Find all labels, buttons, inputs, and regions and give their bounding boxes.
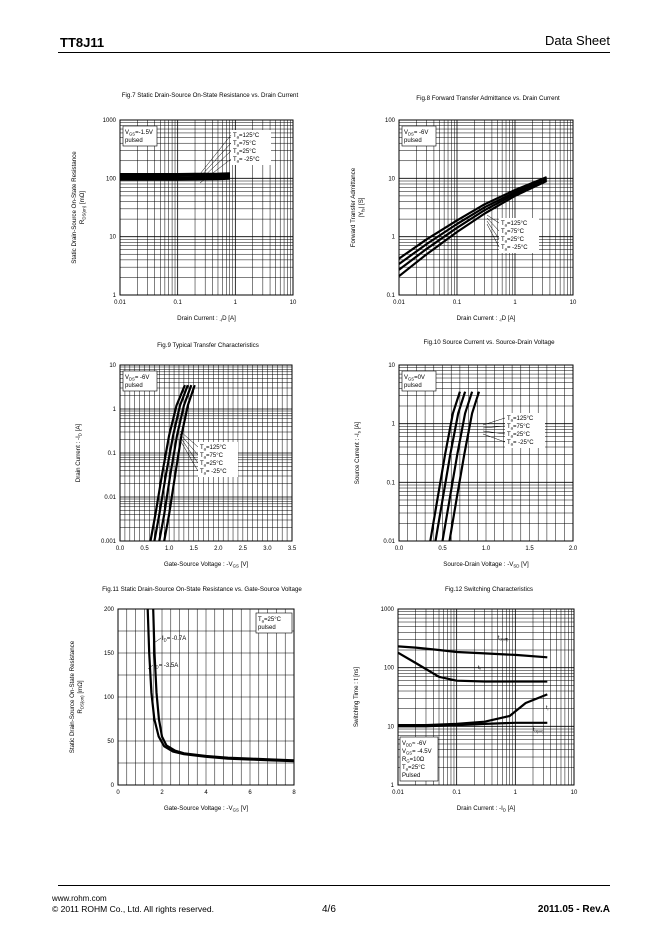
x-tick-label: 2.0	[568, 546, 578, 552]
legend-entry: $T_a=125^\circ C$	[200, 445, 227, 452]
x-tick-label: 1	[513, 790, 518, 796]
x-tick-label: 0.01	[393, 300, 405, 306]
curve-label: $t_r$	[546, 705, 549, 712]
footer-rule	[58, 885, 610, 886]
x-tick-label: 4	[204, 790, 208, 796]
y-axis-label: Static Drain-Source On-State Resistance	[71, 151, 78, 264]
y-tick-label: 1	[390, 783, 394, 789]
x-tick-label: 1.5	[189, 546, 198, 552]
x-tick-label: 8	[292, 790, 296, 796]
condition-text: pulsed	[125, 138, 143, 144]
x-tick-label: 2	[160, 790, 164, 796]
revision: 2011.05 - Rev.A	[537, 904, 610, 915]
series-line	[120, 179, 230, 180]
y-axis-label: Static Drain-Source On-State Resistance	[69, 640, 76, 754]
y-tick-label: 10	[109, 363, 116, 369]
legend-entry: $T_a=25^\circ C$	[200, 461, 223, 468]
y-tick-label: 0.1	[386, 480, 395, 487]
x-axis-label: Gate-Source Voltage : $-V_{GS}$ [V]	[163, 561, 249, 569]
curve-label: $t_f$	[478, 665, 481, 672]
legend-entry: $T_a=125^\circ C$	[501, 221, 528, 228]
legend-entry: $T_a=75^\circ C$	[200, 453, 223, 460]
condition-text: $R_G=10\Omega$	[402, 757, 425, 764]
y-tick-label: 0.01	[104, 495, 116, 501]
condition-text: $V_{DS}= -6V$	[125, 375, 150, 382]
x-tick-label: 1.0	[481, 546, 491, 552]
condition-text: pulsed	[404, 138, 422, 144]
y-tick-label: 0.001	[100, 539, 116, 545]
y-tick-label: 100	[103, 695, 114, 701]
legend-entry: $T_a=75^\circ C$	[233, 141, 256, 148]
x-axis-label: Drain Current : $-I_D$ [A]	[456, 805, 516, 813]
y-axis-label: Source Current : $-I_s$ [A]	[354, 421, 362, 485]
x-tick-label: 0.1	[452, 300, 462, 306]
x-tick-label: 10	[569, 300, 577, 306]
condition-text: $V_{GS}=0V$	[404, 375, 425, 382]
condition-text: pulsed	[404, 383, 422, 389]
legend-entry: $T_a=125^\circ C$	[507, 416, 534, 423]
y-tick-label: 100	[383, 665, 394, 672]
series-line	[120, 175, 230, 176]
x-axis-label: Gate-Source Voltage : $-V_{GS}$ [V]	[163, 805, 249, 813]
y-axis-label-unit: $R_{DS(on)}$ [mΩ]	[79, 190, 87, 225]
fig12-chart	[353, 586, 578, 813]
condition-text: $V_{GS}=-1.5V$	[125, 130, 153, 137]
y-tick-label: 0	[110, 783, 114, 789]
fig7-chart	[71, 92, 298, 323]
chart-title: Fig.12 Switching Characteristics	[444, 586, 534, 593]
chart-title: Fig.8 Forward Transfer Admittance vs. Drain Current	[416, 95, 560, 102]
y-tick-label: 100	[384, 118, 395, 124]
x-tick-label: 1	[233, 300, 238, 306]
x-tick-label: 3.0	[263, 546, 272, 552]
fig11-chart	[69, 586, 302, 813]
x-tick-label: 1.0	[164, 546, 174, 552]
annotation-id-0.7A: $I_D= -0.7A$	[162, 636, 187, 643]
y-axis-label-unit: $R_{DS(on)}$ [mΩ]	[77, 680, 85, 714]
chart-title: Fig.10 Source Current vs. Source-Drain Voltage	[423, 339, 555, 346]
condition-text: pulsed	[258, 625, 276, 631]
legend-entry: $T_a=25^\circ C$	[233, 149, 256, 156]
y-tick-label: 10	[387, 724, 394, 731]
legend-entry: $T_a=25^\circ C$	[507, 432, 530, 439]
y-axis-label-unit: $|Y_{fs}|$ [S]	[358, 197, 366, 218]
chart-title: Fig.11 Static Drain-Source On-State Resistance vs. Gate-Source Voltage	[102, 586, 302, 593]
legend-entry: $T_a= -25^\circ C$	[200, 469, 227, 476]
condition-text: $V_{DS}= -6V$	[404, 130, 429, 137]
x-axis-label: Drain Current : $_{-I}$D [A]	[456, 315, 516, 323]
condition-text: $V_{DD}\approx -6V$	[402, 741, 427, 748]
y-tick-label: 150	[103, 651, 114, 657]
legend-entry: $T_a=75^\circ C$	[507, 424, 530, 431]
x-tick-label: 1	[513, 300, 517, 306]
series-line	[120, 173, 230, 174]
x-tick-label: 0.0	[115, 546, 125, 552]
x-tick-label: 0	[116, 790, 120, 796]
x-tick-label: 0.01	[114, 300, 126, 306]
y-tick-label: 0.1	[386, 293, 395, 299]
document-type: Data Sheet	[544, 33, 610, 48]
x-tick-label: 0.01	[392, 790, 404, 796]
x-tick-label: 1.5	[525, 546, 534, 552]
chart-title: Fig.9 Typical Transfer Characteristics	[157, 342, 259, 349]
footer-copyright: © 2011 ROHM Co., Ltd. All rights reserved.	[52, 904, 215, 914]
series-line	[120, 177, 230, 178]
condition-text: $T_a=25^\circ C$	[258, 617, 281, 624]
legend-entry: $T_a=25^\circ C$	[501, 237, 524, 244]
x-tick-label: 2.5	[238, 546, 248, 552]
curve-label: $t_{d(off)}$	[498, 635, 509, 642]
page-number: 4/6	[322, 904, 336, 915]
y-tick-label: 10	[388, 176, 395, 183]
curve-label: $t_{d(on)}$	[533, 727, 544, 734]
y-tick-label: 0.1	[107, 451, 116, 457]
x-tick-label: 0.0	[394, 546, 404, 552]
legend-entry: $T_a= -25^\circ C$	[233, 157, 260, 164]
x-tick-label: 0.1	[173, 300, 182, 306]
y-axis-label: Forward Transfer Admittance	[350, 167, 357, 248]
legend-entry: $T_a=125^\circ C$	[233, 133, 260, 140]
condition-text: $V_{GS}= -4.5V$	[402, 749, 432, 756]
y-tick-label: 1000	[380, 607, 394, 613]
x-tick-label: 6	[248, 790, 252, 796]
y-tick-label: 1000	[102, 118, 116, 124]
fig8-chart	[350, 95, 577, 323]
legend-entry: $T_a= -25^\circ C$	[507, 440, 534, 447]
x-tick-label: 0.5	[438, 546, 447, 552]
x-axis-label: Drain Current : $_{-I}$D [A]	[177, 315, 236, 323]
part-number: TT8J11	[60, 35, 105, 50]
fig10-chart	[354, 339, 578, 569]
condition-text: $T_a=25^\circ C$	[402, 765, 425, 772]
annotation-id-3.5A: $I_D= -3.5A$	[154, 663, 179, 670]
y-axis-label: Drain Current : $-I_D$ [A]	[75, 423, 83, 483]
y-tick-label: 10	[388, 363, 395, 369]
legend-entry: $T_a= -25^\circ C$	[501, 245, 528, 252]
y-tick-label: 0.01	[383, 539, 395, 545]
x-tick-label: 2.0	[214, 546, 223, 552]
x-tick-label: 10	[289, 300, 297, 306]
x-tick-label: 3.5	[287, 546, 297, 552]
y-tick-label: 200	[103, 607, 114, 613]
condition-text: pulsed	[125, 383, 143, 389]
y-tick-label: 1	[112, 293, 116, 299]
y-tick-label: 1	[112, 407, 116, 413]
y-tick-label: 1	[391, 234, 395, 241]
chart-title: Fig.7 Static Drain-Source On-State Resistance vs. Drain Current	[121, 92, 299, 99]
y-axis-label: Switching Time : t [ns]	[353, 666, 360, 728]
y-tick-label: 10	[109, 234, 116, 241]
y-tick-label: 100	[105, 176, 116, 183]
x-axis-label: Source-Drain Voltage : $-V_{SD}$ [V]	[443, 561, 529, 569]
fig9-chart	[75, 342, 297, 569]
y-tick-label: 1	[391, 421, 395, 428]
y-tick-label: 50	[107, 739, 114, 745]
footer-url: www.rohm.com	[52, 894, 107, 903]
x-tick-label: 0.5	[140, 546, 149, 552]
x-tick-label: 10	[570, 790, 578, 796]
legend-entry: $T_a=75^\circ C$	[501, 229, 524, 236]
x-tick-label: 0.1	[452, 790, 461, 796]
condition-text: Pulsed	[402, 773, 421, 779]
